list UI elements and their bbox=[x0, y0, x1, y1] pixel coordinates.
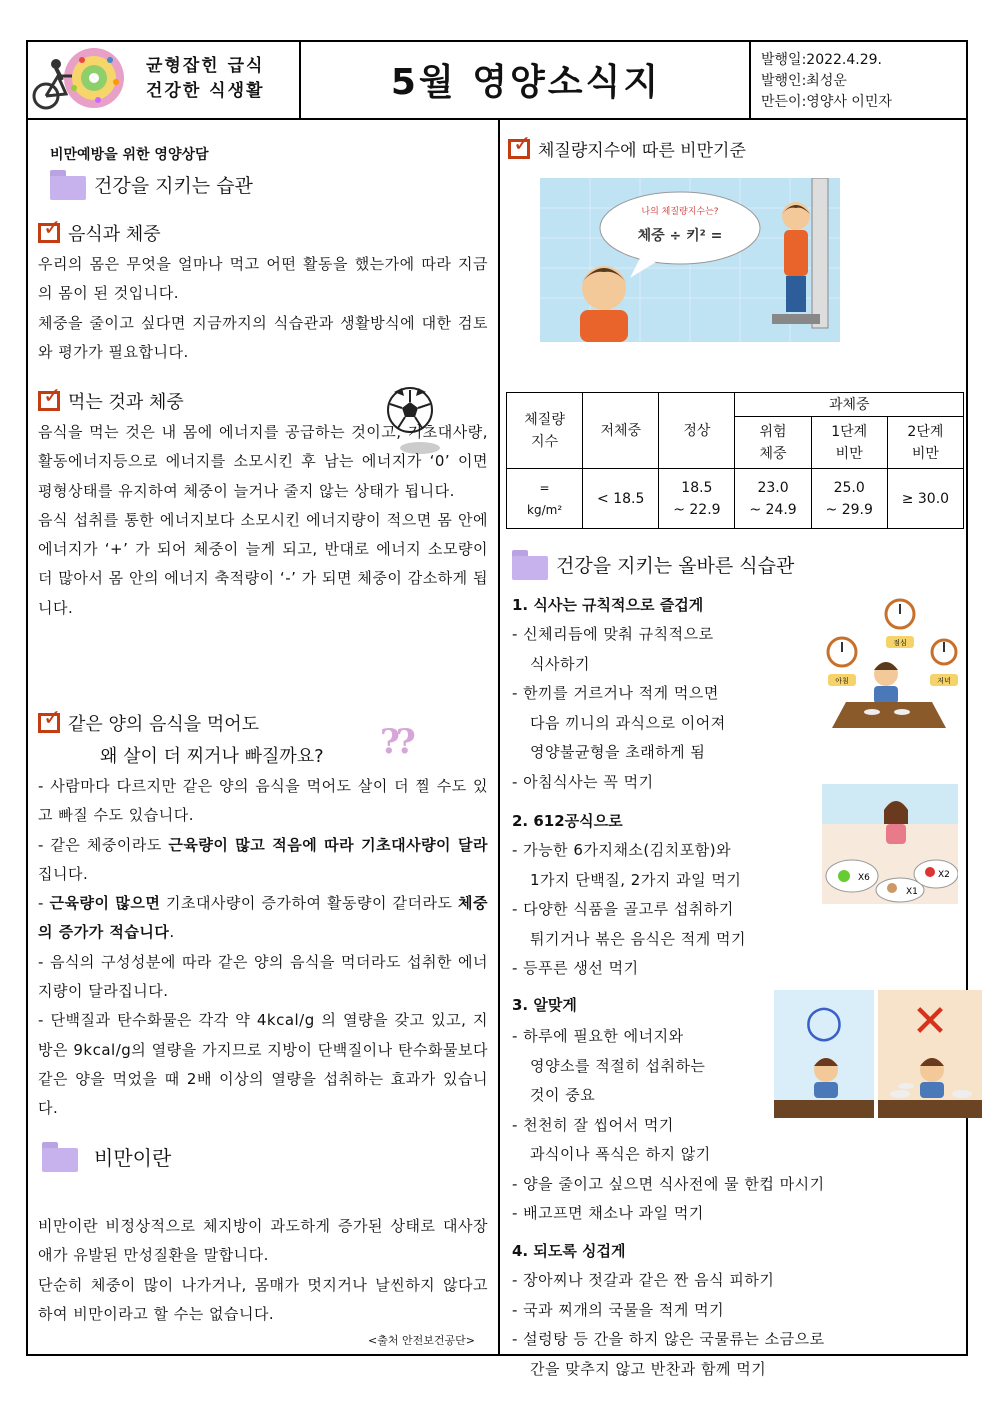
habit-4-title: 4. 되도록 싱겁게 bbox=[512, 1242, 626, 1260]
list-item: - 장아찌나 젓갈과 같은 짠 음식 피하기 bbox=[512, 1271, 775, 1289]
plate-label-fruit: X2 bbox=[938, 870, 950, 880]
cell-unit: = kg/m² bbox=[507, 469, 583, 529]
habit-3-title: 3. 알맞게 bbox=[512, 996, 577, 1014]
section-obesity bbox=[42, 1140, 171, 1172]
header-title-cell bbox=[301, 42, 751, 118]
612-formula-illustration bbox=[822, 784, 958, 904]
bmi-illustration bbox=[540, 178, 840, 342]
list-item: - 다양한 식품을 골고루 섭취하기 bbox=[512, 900, 734, 918]
clock-label-morning: 아침 bbox=[835, 677, 849, 685]
subheading-text: 같은 양의 음식을 먹어도 bbox=[68, 714, 260, 735]
bullet-text: - 사람마다 다르지만 같은 양의 음식을 먹어도 살이 더 찔 수도 있고 빠질 수도 있습니다. bbox=[38, 777, 488, 825]
newsletter-title: 5월 영양소식지 bbox=[390, 62, 662, 103]
subheading-text: 체질량지수에 따른 비만기준 bbox=[538, 141, 746, 161]
header-overweight: 과체중 bbox=[735, 393, 964, 417]
folder-icon bbox=[50, 168, 88, 200]
bullet-text: - 단백질과 탄수화물은 각각 약 4kcal/g 의 열량을 갖고 있고, 지방은 9kcal/g의 열량을 가지므로 지방이 단백질이나 탄수화물보다 같은 양을 먹었을 때 2배 이상의 열량을 섭취하는 효과가 있습니다. bbox=[38, 1011, 488, 1118]
header-obesity-2: 2단계 비만 bbox=[887, 417, 963, 469]
list-item: 것이 중요 bbox=[530, 1086, 596, 1104]
header-logo-cell bbox=[28, 42, 301, 118]
header-underweight: 저체중 bbox=[583, 393, 659, 469]
plate-label-protein: X1 bbox=[906, 887, 918, 897]
cell-obesity-1: 25.0 ~ 29.9 bbox=[811, 469, 887, 529]
subheading-food-weight bbox=[38, 216, 161, 246]
folder-icon bbox=[512, 548, 550, 580]
clock-meal-illustration bbox=[812, 596, 958, 730]
bullet-text bbox=[38, 889, 488, 948]
header-normal: 정상 bbox=[659, 393, 735, 469]
bullet-part: . bbox=[169, 923, 175, 942]
paragraph-text: 비만이란 비정상적으로 체지방이 과도하게 증가된 상태로 대사장애가 유발된 만성질환을 말합니다. bbox=[38, 1217, 488, 1265]
bullet-text: - 음식의 구성성분에 따라 같은 양의 음식을 먹더라도 섭취한 에너지량이 달라집니다. bbox=[38, 952, 488, 1001]
paragraph-text: 체중을 줄이고 싶다면 지금까지의 식습관과 생활방식에 대한 검토와 평가가 필요합니다. bbox=[38, 313, 488, 361]
slogan bbox=[146, 54, 264, 104]
checkbox-icon: ✓ bbox=[38, 223, 60, 243]
subheading-question: 왜 살이 더 찌거나 빠질까요? bbox=[100, 746, 324, 767]
correct-icon: ○ bbox=[804, 996, 844, 1047]
section-healthy-habits bbox=[50, 168, 253, 200]
bicycle-logo-icon bbox=[32, 46, 138, 114]
list-item: 과식이나 폭식은 하지 않기 bbox=[530, 1145, 711, 1163]
issue-date: 발행일:2022.4.29. bbox=[761, 52, 882, 68]
bullet-bold: 근육량이 많으면 bbox=[49, 894, 161, 913]
checkbox-icon: ✓ bbox=[38, 391, 60, 411]
list-item: - 신체리듬에 맞춰 규칙적으로 bbox=[512, 625, 714, 643]
paragraph-eating-weight bbox=[38, 418, 488, 623]
bullet-part: 기초대사량이 증가하여 활동량이 같더라도 bbox=[160, 894, 459, 913]
paragraph-text: 우리의 몸은 무엇을 얼마나 먹고 어떤 활동을 했는가에 따라 지금의 몸이 된 것입니다. bbox=[38, 255, 488, 303]
publisher: 발행인:최성운 bbox=[761, 73, 847, 89]
slogan-line-1: 균형잡힌 급식 bbox=[146, 56, 265, 76]
list-item: 간을 맞추지 않고 반찬과 함께 먹기 bbox=[530, 1359, 767, 1378]
habit-4-list bbox=[512, 1266, 962, 1384]
bubble-question: 나의 체질량지수는? bbox=[641, 207, 719, 217]
subheading-bmi bbox=[508, 131, 746, 161]
checkbox-icon: ✓ bbox=[38, 713, 60, 733]
habit-1-list bbox=[512, 620, 792, 797]
list-item: - 아침식사는 꼭 먹기 bbox=[512, 772, 654, 791]
paragraph-why bbox=[38, 772, 488, 1124]
bubble-formula: 체중 ÷ 키² = bbox=[637, 228, 723, 244]
intro-heading: 비만예방을 위한 영양상담 bbox=[50, 147, 209, 163]
section-title: 비만이란 bbox=[94, 1145, 172, 1170]
paragraph-obesity bbox=[38, 1212, 488, 1329]
list-item: 다음 끼니의 과식으로 이어져 bbox=[530, 713, 726, 732]
paragraph-text: 단순히 체중이 많이 나가거나, 몸매가 멋지거나 날씬하지 않다고 하여 비만이라고 할 수는 없습니다. bbox=[38, 1275, 488, 1323]
author: 만든이:영양사 이민자 bbox=[761, 94, 892, 110]
wrong-icon: ✕ bbox=[911, 996, 949, 1047]
clock-label-lunch: 점심 bbox=[893, 639, 907, 647]
column-divider bbox=[498, 120, 500, 1356]
subheading-same-food bbox=[38, 706, 260, 736]
paragraph-text: 음식을 먹는 것은 내 몸에 에너지를 공급하는 것이고, 기초대사량, 활동에너지등으로 에너지를 소모시킨 후 남는 에너지가 ‘0’ 이면 평형상태를 유지하여 체중이 늘거나 줄지 않는 상태가 됩니다. bbox=[38, 423, 488, 500]
habit-2-title: 2. 612공식으로 bbox=[512, 812, 623, 830]
header-info-cell bbox=[751, 42, 966, 118]
list-item: - 설렁탕 등 간을 하지 않은 국물류는 소금으로 bbox=[512, 1330, 825, 1348]
section-eating-habits bbox=[512, 548, 794, 580]
bmi-table bbox=[506, 392, 964, 529]
subheading-eating-weight bbox=[38, 384, 184, 414]
paragraph-food-weight bbox=[38, 250, 488, 367]
section-title: 건강을 지키는 습관 bbox=[94, 174, 253, 197]
list-item: 영양불균형을 초래하게 됨 bbox=[530, 743, 706, 761]
list-item: - 배고프면 채소나 과일 먹기 bbox=[512, 1204, 704, 1222]
list-item: - 가능한 6가지채소(김치포함)와 bbox=[512, 841, 732, 859]
header-risk: 위험 체중 bbox=[735, 417, 811, 469]
cell-normal: 18.5 ~ 22.9 bbox=[659, 469, 735, 529]
cell-risk: 23.0 ~ 24.9 bbox=[735, 469, 811, 529]
section-title: 건강을 지키는 올바른 식습관 bbox=[556, 554, 795, 577]
bullet-part: 집니다. bbox=[38, 864, 89, 883]
bullet-text bbox=[38, 831, 488, 890]
cell-underweight: < 18.5 bbox=[583, 469, 659, 529]
list-item: - 하루에 필요한 에너지와 bbox=[512, 1027, 684, 1045]
list-item: - 한끼를 거르거나 적게 먹으면 bbox=[512, 684, 719, 702]
paragraph-text: 음식 섭취를 통한 에너지보다 소모시킨 에너지량이 적으면 몸 안에 에너지가 ‘+’ 가 되어 체중이 늘게 되고, 반대로 에너지 소모량이 더 많아서 몸 안의 에너지 축적량이 ‘-’ 가 되면 체중이 감소하게 됩니다. bbox=[38, 510, 488, 617]
bullet-part: - 같은 체중이라도 bbox=[38, 835, 169, 854]
cell-obesity-2: ≥ 30.0 bbox=[887, 469, 963, 529]
list-item: - 천천히 잘 씹어서 먹기 bbox=[512, 1115, 674, 1134]
header-obesity-1: 1단계 비만 bbox=[811, 417, 887, 469]
source-note: <출처 안전보건공단> bbox=[368, 1334, 475, 1347]
portion-illustration bbox=[774, 990, 982, 1118]
habit-1-title: 1. 식사는 규칙적으로 즐겁게 bbox=[512, 596, 704, 614]
list-item: 1가지 단백질, 2가지 과일 먹기 bbox=[530, 870, 742, 889]
list-item: 영양소를 적절히 섭취하는 bbox=[530, 1056, 706, 1075]
folder-icon bbox=[42, 1140, 80, 1172]
bullet-bold: 체중의 증가가 적습니다 bbox=[38, 894, 488, 942]
header bbox=[28, 42, 966, 120]
list-item: 튀기거나 볶은 음식은 적게 먹기 bbox=[530, 929, 746, 948]
subheading-text: 먹는 것과 체중 bbox=[68, 392, 184, 413]
list-item: - 양을 줄이고 싶으면 식사전에 물 한컵 마시기 bbox=[512, 1174, 825, 1193]
bullet-part: - bbox=[38, 894, 50, 913]
plate-label-vegetables: X6 bbox=[858, 873, 870, 883]
subheading-text: 음식과 체중 bbox=[68, 224, 161, 245]
list-item: 식사하기 bbox=[530, 654, 590, 673]
habit-2-list bbox=[512, 836, 822, 984]
header-index: 체질량 지수 bbox=[507, 393, 583, 469]
newsletter-frame bbox=[26, 40, 968, 1378]
question-marks-icon: ?? bbox=[380, 722, 412, 762]
bullet-bold: 근육량이 많고 적음에 따라 기초대사량이 달라 bbox=[168, 835, 488, 854]
checkbox-icon: ✓ bbox=[508, 139, 530, 159]
list-item: - 국과 찌개의 국물을 적게 먹기 bbox=[512, 1300, 725, 1319]
list-item: - 등푸른 생선 먹기 bbox=[512, 959, 639, 977]
clock-label-dinner: 저녁 bbox=[937, 677, 951, 685]
slogan-line-2: 건강한 식생활 bbox=[146, 81, 265, 101]
